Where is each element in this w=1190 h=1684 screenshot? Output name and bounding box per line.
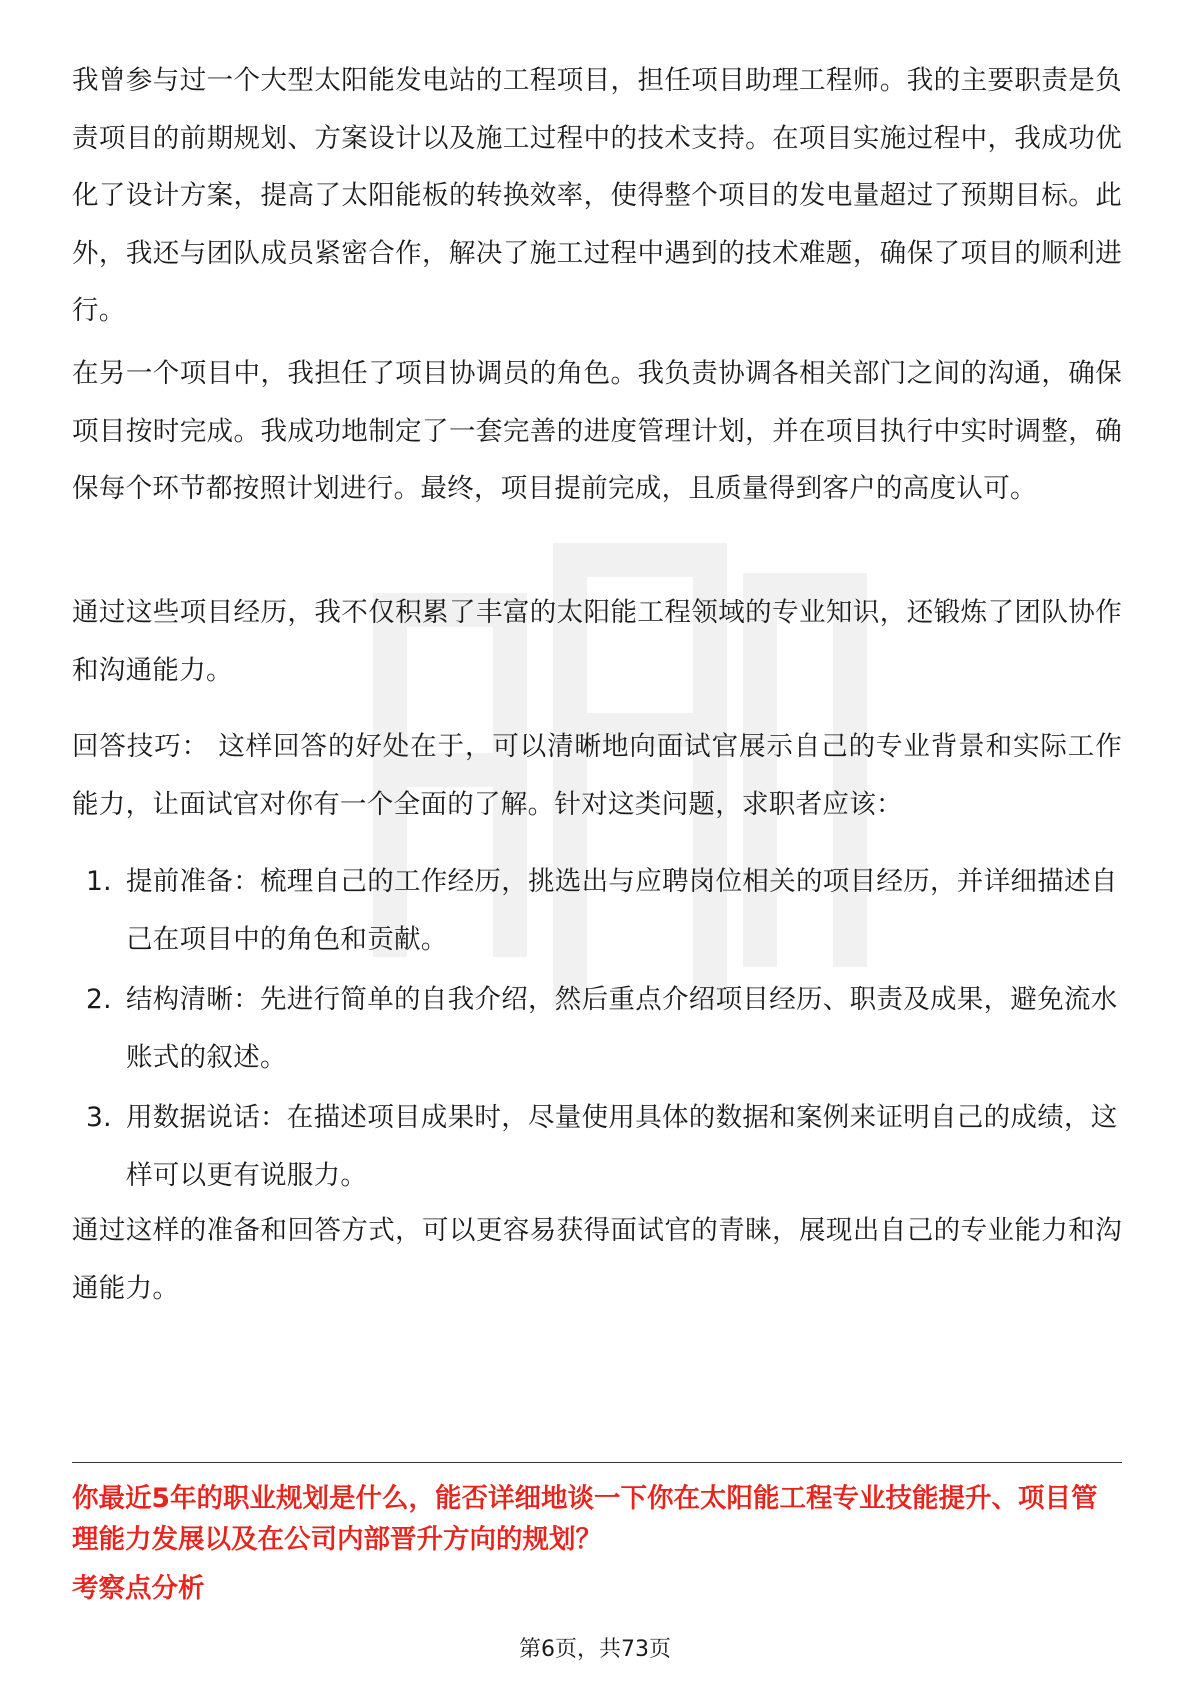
list-item-text: 结构清晰：先进行简单的自我介绍，然后重点介绍项目经历、职责及成果，避免流水账式的叙述。 xyxy=(126,984,1118,1073)
section-divider xyxy=(72,1462,1122,1463)
list-item xyxy=(72,1089,1122,1204)
paragraph-summary: 通过这些项目经历，我不仅积累了丰富的太阳能工程领域的专业知识，还锻炼了团队协作和沟通能力。 xyxy=(72,597,1122,686)
list-item xyxy=(72,971,1122,1086)
paragraph-experience-2: 在另一个项目中，我担任了项目协调员的角色。我负责协调各相关部门之间的沟通，确保项目按时完成。我成功地制定了一套完善的进度管理计划，并在项目执行中实时调整，确保每个环节都按照计划进行。最终，项目提前完成，且质量得到客户的高度认可。 xyxy=(72,358,1122,504)
next-question-heading: 你最近5年的职业规划是什么，能否详细地谈一下你在太阳能工程专业技能提升、项目管理能力发展以及在公司内部晋升方向的规划？ xyxy=(72,1483,1098,1555)
paragraph-conclusion: 通过这样的准备和回答方式，可以更容易获得面试官的青睐，展现出自己的专业能力和沟通能力。 xyxy=(72,1215,1122,1304)
paragraph-answer-tips: 回答技巧： 这样回答的好处在于，可以清晰地向面试官展示自己的专业背景和实际工作能力，让面试官对你有一个全面的了解。针对这类问题，求职者应该： xyxy=(72,731,1122,820)
list-item-number: 3. xyxy=(86,1102,112,1133)
list-item-text: 提前准备：梳理自己的工作经历，挑选出与应聘岗位相关的项目经历，并详细描述自己在项目中的角色和贡献。 xyxy=(126,866,1118,955)
paragraph-experience-1: 我曾参与过一个大型太阳能发电站的工程项目，担任项目助理工程师。我的主要职责是负责项目的前期规划、方案设计以及施工过程中的技术支持。在项目实施过程中，我成功优化了设计方案，提高了太阳能板的转换效率，使得整个项目的发电量超过了预期目标。此外，我还与团队成员紧密合作，解决了施工过程中遇到的技术难题，确保了项目的顺利进行。 xyxy=(72,65,1122,326)
list-item-text: 用数据说话：在描述项目成果时，尽量使用具体的数据和案例来证明自己的成绩，这样可以更有说服力。 xyxy=(126,1102,1118,1191)
list-item-number: 1. xyxy=(86,866,112,897)
tips-list xyxy=(72,853,1122,1207)
page-footer: 第6页，共73页 xyxy=(519,1637,671,1662)
analysis-section-label: 考察点分析 xyxy=(72,1573,205,1604)
list-item-number: 2. xyxy=(86,984,112,1015)
list-item xyxy=(72,853,1122,968)
